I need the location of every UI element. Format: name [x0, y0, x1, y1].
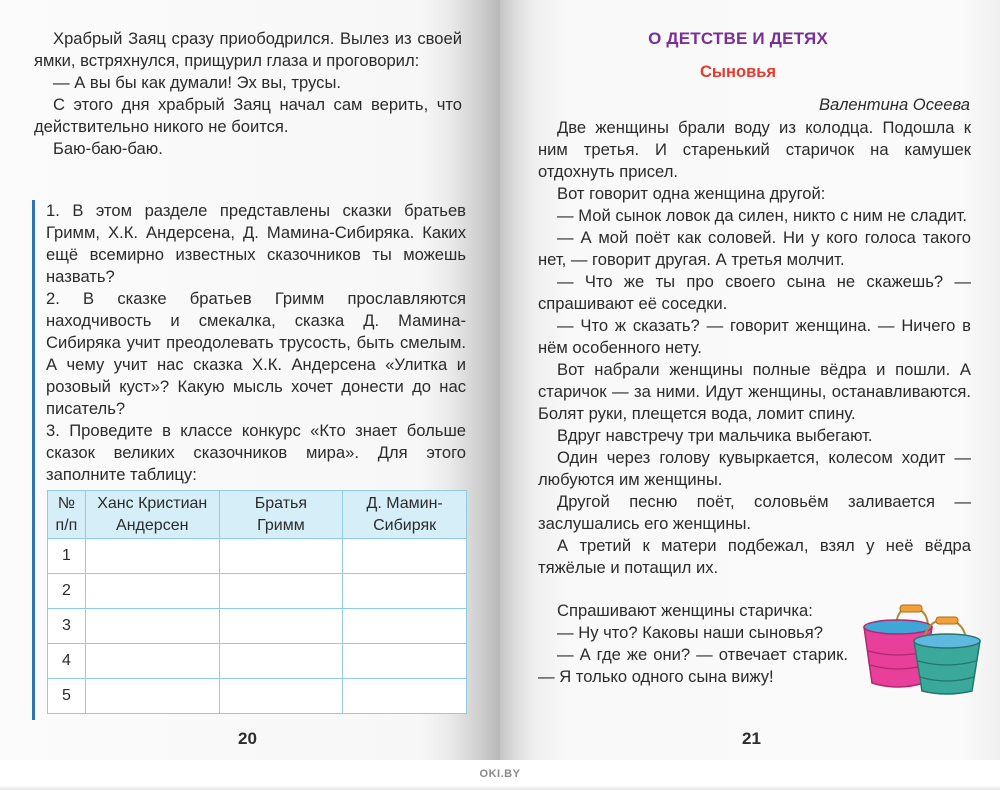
row-number: 4 — [48, 644, 86, 679]
story-paragraph: Две женщины брали воду из колодца. Подошла к ним третья. И старенький старичок на камушек отдохнуть присел. — [538, 118, 971, 181]
table-header-row — [48, 491, 467, 539]
story-paragraph: Спрашивают женщины старичка: — [557, 601, 813, 620]
page-number-right: 21 — [742, 729, 761, 748]
row-number: 5 — [48, 679, 86, 714]
story-paragraph: — Что ж сказать? — говорит женщина. — Ничего в нём особенного нету. — [538, 316, 971, 357]
story-paragraph: Вот набрали женщины полные вёдра и пошли. А старичок — за ними. Идут женщины, останавливаются. Болят руки, плещется вода, ломит спину. — [538, 360, 971, 423]
table-cell — [219, 609, 343, 644]
question-2: 2. В сказке братьев Гримм прославляются находчивость и смекалка, сказка Д. Мамина-Сибиряка учит преодолевать трусость, быть смелым. А чему учит нас сказка Х.К. Андерсена «Улитка и розовый куст»? Какую мысль хочет донести до нас писатель? — [46, 289, 466, 418]
table-row — [48, 609, 467, 644]
story-paragraph: Баю-баю-баю. — [53, 139, 163, 158]
table-cell — [219, 679, 343, 714]
story-text — [538, 117, 971, 579]
questions-block — [32, 200, 469, 720]
row-number: 2 — [48, 574, 86, 609]
table-cell — [85, 609, 219, 644]
table-cell — [219, 539, 343, 574]
question-3: 3. Проведите в классе конкурс «Кто знает больше сказок великих сказочников мира». Для этого заполните таблицу: — [46, 421, 466, 484]
story-paragraph: — А мой поёт как соловей. Ни у кого голоса такого нет, — говорит другая. А третья молчит. — [538, 228, 971, 269]
story-paragraph: Другой песню поёт, соловьём заливается — заслушались его женщины. — [538, 492, 971, 533]
buckets-illustration — [858, 603, 986, 695]
story-paragraph: — А где же они? — отвечает старик. — Я только одного сына вижу! — [538, 645, 848, 686]
story-paragraph: Один через голову кувыркается, колесом ходит — любуются им женщины. — [538, 448, 971, 489]
story-paragraph: А третий к матери подбежал, взял у неё вёдра тяжёлые и потащил их. — [538, 536, 971, 577]
story-paragraph: С этого дня храбрый Заяц начал сам верить, что действительно никого не боится. — [34, 95, 462, 136]
table-cell — [343, 679, 467, 714]
table-header-mamin-sibiryak: Д. Мамин- Сибиряк — [343, 491, 467, 539]
table-row — [48, 644, 467, 679]
section-title: О ДЕТСТВЕ И ДЕТЯХ — [648, 29, 828, 48]
storytellers-table — [47, 490, 467, 714]
table-cell — [85, 539, 219, 574]
table-header-number: № п/п — [48, 491, 86, 539]
story-paragraph: Вдруг навстречу три мальчика выбегают. — [557, 426, 873, 445]
table-cell — [343, 644, 467, 679]
table-cell — [343, 539, 467, 574]
story-author: Валентина Осеева — [818, 95, 970, 114]
table-cell — [85, 644, 219, 679]
left-page-story-end — [34, 28, 462, 160]
story-paragraph: Храбрый Заяц сразу приободрился. Вылез из своей ямки, встряхнулся, прищурил глаза и проговорил: — [34, 29, 462, 70]
row-number: 1 — [48, 539, 86, 574]
table-cell — [343, 609, 467, 644]
story-paragraph: — А вы бы как думали! Эх вы, трусы. — [53, 73, 341, 92]
story-title: Сыновья — [700, 63, 776, 81]
story-paragraph: — Мой сынок ловок да силен, никто с ним не сладит. — [557, 206, 968, 225]
questions-text — [46, 200, 466, 486]
watermark: OKI.BY — [479, 768, 521, 780]
table-row — [48, 574, 467, 609]
table-cell — [343, 574, 467, 609]
story-paragraph: — Ну что? Каковы наши сыновья? — [557, 623, 824, 642]
table-cell — [85, 679, 219, 714]
table-row — [48, 539, 467, 574]
story-paragraph: — Что же ты про своего сына не скажешь? — спрашивают её соседки. — [538, 272, 971, 313]
table-row — [48, 679, 467, 714]
row-number: 3 — [48, 609, 86, 644]
table-cell — [85, 574, 219, 609]
story-ending — [538, 600, 848, 688]
left-page — [0, 0, 500, 760]
page-number-left: 20 — [238, 729, 257, 748]
table-header-grimm: Братья Гримм — [219, 491, 343, 539]
table-header-andersen: Ханс Кристиан Андерсен — [85, 491, 219, 539]
table-cell — [219, 574, 343, 609]
story-paragraph: Вот говорит одна женщина другой: — [557, 184, 826, 203]
table-cell — [219, 644, 343, 679]
question-1: 1. В этом разделе представлены сказки братьев Гримм, Х.К. Андерсена, Д. Мамина-Сибиряка. Каких ещё всемирно известных сказочников ты можешь назвать? — [46, 201, 466, 286]
